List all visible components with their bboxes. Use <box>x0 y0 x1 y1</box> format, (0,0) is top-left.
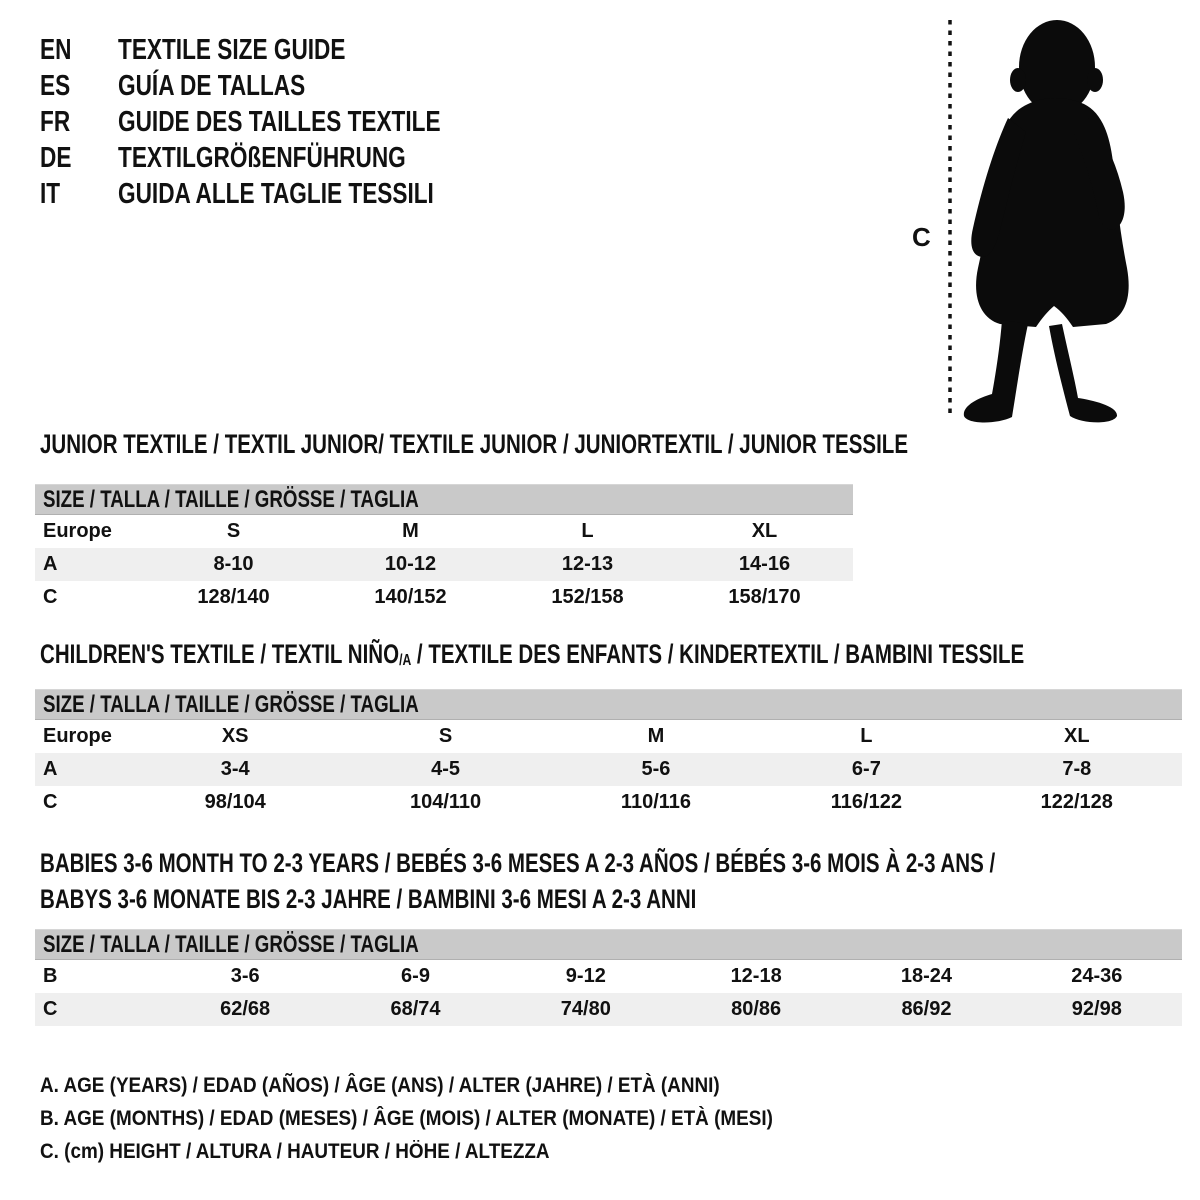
table-header-row <box>35 690 1182 720</box>
table-header-row <box>35 930 1182 960</box>
table-row <box>35 993 1182 1026</box>
nino-a-subscript: /A <box>399 652 412 669</box>
language-title: TEXTILE SIZE GUIDE <box>118 34 346 66</box>
table-cell: 140/152 <box>374 586 447 608</box>
note-b: B. AGE (MONTHS) / EDAD (MESES) / ÂGE (MOIS) / ALTER (MONATE) / ETÀ (MESI) <box>40 1107 773 1130</box>
table-cell: 92/98 <box>1012 993 1182 1026</box>
table-cell: 122/128 <box>1040 791 1113 813</box>
language-code: EN <box>40 34 72 66</box>
table-cell: 4-5 <box>340 753 550 786</box>
table-cell: XL <box>751 520 778 542</box>
table-cell: 152/158 <box>551 586 624 608</box>
table-cell: 18-24 <box>900 965 953 987</box>
table-cell: B <box>43 965 58 987</box>
baby-figure <box>890 0 1200 440</box>
language-row-es <box>40 68 532 104</box>
table-cell: 110/116 <box>620 791 692 813</box>
table-cell: 14-16 <box>676 548 853 581</box>
table-row <box>35 960 1182 994</box>
language-row-fr <box>40 104 532 140</box>
table-cell: 68/74 <box>330 993 500 1026</box>
table-cell: L <box>860 725 873 747</box>
table-cell: S <box>226 520 241 542</box>
toddler-silhouette-icon <box>964 20 1129 423</box>
table-cell: 158/170 <box>728 586 801 608</box>
babies-size-table <box>35 929 1182 1026</box>
table-row <box>35 720 1182 754</box>
table-cell: 128/140 <box>197 586 270 608</box>
table-cell: 6-9 <box>401 965 430 987</box>
language-title: TEXTILGRÖßENFÜHRUNG <box>118 142 406 174</box>
table-cell: M <box>647 725 665 747</box>
table-cell: 12-18 <box>730 965 782 987</box>
table-cell: M <box>402 520 419 542</box>
table-cell: 3-6 <box>230 965 260 987</box>
table-row <box>35 753 1182 786</box>
size-header: SIZE / TALLA / TAILLE / GRÖSSE / TAGLIA <box>43 485 419 513</box>
size-header: SIZE / TALLA / TAILLE / GRÖSSE / TAGLIA <box>43 690 419 718</box>
note-a: A. AGE (YEARS) / EDAD (AÑOS) / ÂGE (ANS) / ALTER (JAHRE) / ETÀ (ANNI) <box>40 1074 720 1097</box>
table-cell: 9-12 <box>565 965 606 987</box>
table-cell: 80/86 <box>671 993 841 1026</box>
table-cell: 104/110 <box>409 791 482 813</box>
language-title: GUIDE DES TAILLES TEXTILE <box>118 106 441 138</box>
table-cell: C <box>43 586 58 608</box>
language-code: IT <box>40 178 61 210</box>
table-cell: A <box>35 753 130 786</box>
table-cell: C <box>43 791 58 813</box>
language-title-list <box>40 32 532 212</box>
table-cell: XS <box>221 725 249 747</box>
children-size-table <box>35 689 1182 819</box>
language-code: DE <box>40 142 72 174</box>
table-cell: 7-8 <box>972 753 1182 786</box>
table-cell: Europe <box>43 520 112 542</box>
table-cell: A <box>35 548 145 581</box>
table-cell: L <box>581 520 594 542</box>
language-row-en <box>40 32 532 68</box>
table-row <box>35 548 853 581</box>
language-title: GUIDA ALLE TAGLIE TESSILI <box>118 178 434 210</box>
size-header: SIZE / TALLA / TAILLE / GRÖSSE / TAGLIA <box>43 930 419 958</box>
table-cell: 3-4 <box>130 753 340 786</box>
table-cell: 5-6 <box>551 753 761 786</box>
table-cell: 62/68 <box>160 993 330 1026</box>
language-code: ES <box>40 70 71 102</box>
table-row <box>35 786 1182 819</box>
table-cell: 8-10 <box>145 548 322 581</box>
table-cell: 12-13 <box>499 548 676 581</box>
legend-notes <box>40 1069 854 1168</box>
table-cell: 98/104 <box>204 791 266 813</box>
table-cell: 10-12 <box>322 548 499 581</box>
language-row-de <box>40 140 532 176</box>
note-c: C. (cm) HEIGHT / ALTURA / HAUTEUR / HÖHE / ALTEZZA <box>40 1140 550 1163</box>
table-cell: XL <box>1064 725 1090 747</box>
table-row <box>35 581 853 614</box>
language-title: GUÍA DE TALLAS <box>118 70 306 102</box>
children-section-title: CHILDREN'S TEXTILE / TEXTIL NIÑO/A / TEXTILE DES ENFANTS / KINDERTEXTIL / BAMBINI TESSILE <box>40 639 1025 669</box>
junior-section-title: JUNIOR TEXTILE / TEXTIL JUNIOR/ TEXTILE JUNIOR / JUNIORTEXTIL / JUNIOR TESSILE <box>40 429 909 459</box>
table-row <box>35 515 853 549</box>
table-cell: Europe <box>43 725 112 747</box>
table-cell: 74/80 <box>501 993 671 1026</box>
language-code: FR <box>40 106 71 138</box>
table-cell: 116/122 <box>830 791 902 813</box>
language-row-it <box>40 176 532 212</box>
table-cell: 6-7 <box>761 753 971 786</box>
table-cell: S <box>438 725 453 747</box>
table-header-row <box>35 485 853 515</box>
babies-section-title: BABIES 3-6 MONTH TO 2-3 YEARS / BEBÉS 3-6 MESES A 2-3 AÑOS / BÉBÉS 3-6 MOIS À 2-3 ANS / BABYS 3-6 MONATE BIS 2-3 JAHRE / BAMBINI 3-6 MESI A 2-3 ANNI <box>40 848 996 914</box>
table-cell: C <box>35 993 160 1026</box>
table-cell: 24-36 <box>1071 965 1123 987</box>
junior-size-table <box>35 484 853 614</box>
height-measure-label: C <box>912 222 931 252</box>
table-cell: 86/92 <box>841 993 1011 1026</box>
